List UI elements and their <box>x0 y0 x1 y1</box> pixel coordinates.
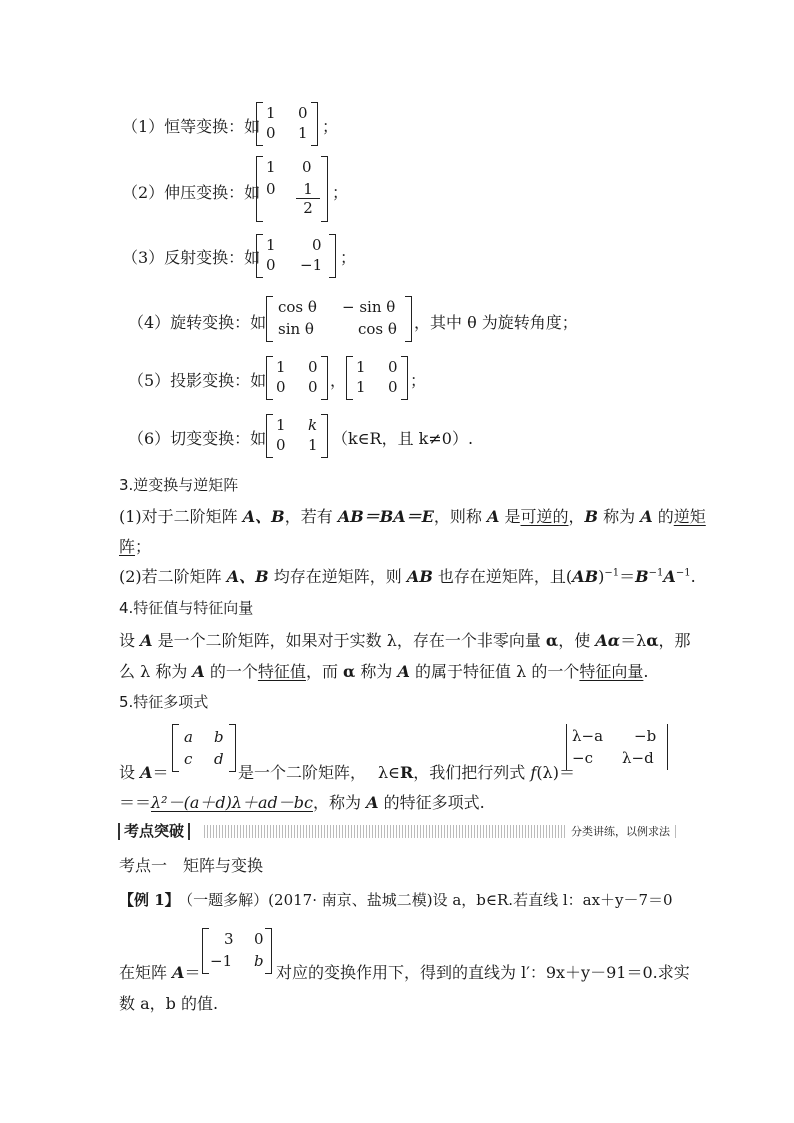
m6-a: 1 <box>276 416 286 434</box>
m4-b: − sin θ <box>342 298 396 316</box>
item-4-after: ，其中 θ 为旋转角度； <box>414 313 578 332</box>
det-a: λ−a <box>572 727 604 745</box>
s4-line2: 么 λ 称为 A 的一个特征值，而 α 称为 A 的属于特征值 λ 的一个特征向量. <box>119 662 649 681</box>
m2-denominator: 2 <box>303 199 313 217</box>
m3-a: 1 <box>266 236 276 254</box>
s4-line1: 设 A 是一个二阶矩阵，如果对于实数 λ，存在一个非零向量 α，使 Aα＝λα，那 <box>119 631 691 650</box>
det-c: −c <box>572 749 593 767</box>
m5a-d: 0 <box>308 378 318 396</box>
m3-d: −1 <box>300 256 323 274</box>
item-6-label: （6）切变变换：如 <box>128 429 267 448</box>
determinant <box>566 724 668 770</box>
example-line3: 数 a，b 的值. <box>119 994 219 1013</box>
matrix-rotation <box>266 296 412 342</box>
s5-line1-mid: 是一个二阶矩阵， λ∈R，我们把行列式 f(λ)＝ <box>238 763 575 782</box>
m2-fraction <box>296 180 320 217</box>
det-b: −b <box>634 727 657 745</box>
mex-a: 3 <box>224 930 234 948</box>
matrix-identity <box>256 102 318 146</box>
m3-b: 0 <box>312 236 322 254</box>
m1-d: 1 <box>298 124 308 142</box>
m5b-b: 0 <box>388 358 398 376</box>
example-line2-pre: 在矩阵 A＝ <box>119 963 201 982</box>
item-3-label: （3）反射变换：如 <box>122 248 261 267</box>
example-line1: 【例 1】 （一题多解）(2017· 南京、盐城二模)设 a，b∈R.若直线 l：ax＋y－7＝0 <box>119 891 673 909</box>
item-2-label: （2）伸压变换：如 <box>122 183 261 202</box>
matrix-projection-a <box>266 356 328 400</box>
m5b-c: 1 <box>356 378 366 396</box>
ma-a: a <box>184 728 193 746</box>
s3-para1: (1)对于二阶矩阵 A、B，若有 AB＝BA＝E，则称 A 是可逆的，B 称为 A 的逆矩 <box>119 507 706 526</box>
example-line2-post: 对应的变换作用下，得到的直线为 l′：9x＋y－91＝0.求实 <box>276 963 690 982</box>
item-2-after: ； <box>332 183 349 202</box>
kaodian-title: 考点一 矩阵与变换 <box>119 856 264 875</box>
m6-b: k <box>308 416 318 434</box>
matrix-stretch <box>256 156 328 222</box>
s4-title: 4.特征值与特征向量 <box>119 599 254 617</box>
s3-para2: (2)若二阶矩阵 A、B 均存在逆矩阵，则 AB 也存在逆矩阵，且$(AB)^{-1}=B^{-1}A^{-1}$. <box>119 567 696 586</box>
mex-b: 0 <box>254 930 264 948</box>
s5-title: 5.特征多项式 <box>119 693 209 711</box>
m1-b: 0 <box>298 104 308 122</box>
mex-c: −1 <box>210 952 233 970</box>
section-tag: 考点突破 <box>118 823 190 840</box>
s5-line2: ＝＝λ²－(a＋d)λ＋ad－bc，称为 A 的特征多项式. <box>119 793 485 812</box>
item-6-after: （k∈R，且 k≠0）. <box>332 429 474 448</box>
m2-numerator: 1 <box>296 180 320 199</box>
item-3-after: ； <box>340 248 357 267</box>
matrix-example <box>202 928 272 974</box>
item-5-label: （5）投影变换：如 <box>128 371 267 390</box>
matrix-projection-b <box>346 356 408 400</box>
s3-title: 3.逆变换与逆矩阵 <box>119 476 239 494</box>
m4-a: cos θ <box>278 298 317 316</box>
s3-para1-cont: 阵； <box>119 537 152 556</box>
m6-c: 0 <box>276 436 286 454</box>
m5b-d: 0 <box>388 378 398 396</box>
m5a-a: 1 <box>276 358 286 376</box>
m3-c: 0 <box>266 256 276 274</box>
section-note: 分类讲练，以例求法 <box>567 824 674 839</box>
m5a-b: 0 <box>308 358 318 376</box>
det-d: λ−d <box>622 749 654 767</box>
m4-d: cos θ <box>358 320 397 338</box>
m6-d: 1 <box>308 436 318 454</box>
matrix-general <box>172 724 236 772</box>
ma-b: b <box>214 728 224 746</box>
matrix-reflection <box>256 234 336 278</box>
example-tag: 【例 1】 <box>119 891 180 909</box>
m2-b: 0 <box>302 158 312 176</box>
item-1-after: ； <box>322 117 339 136</box>
m1-a: 1 <box>266 104 276 122</box>
item-4-label: （4）旋转变换：如 <box>128 313 267 332</box>
matrix-shear <box>266 414 328 458</box>
item-1-label: （1）恒等变换：如 <box>122 117 261 136</box>
s5-line1-pre: 设 A＝ <box>119 763 169 782</box>
m2-a: 1 <box>266 158 276 176</box>
mex-d: b <box>254 952 264 970</box>
m1-c: 0 <box>266 124 276 142</box>
section-header-bar <box>118 823 678 840</box>
m2-c: 0 <box>266 180 276 198</box>
item-5-after: ； <box>410 371 427 390</box>
m5a-c: 0 <box>276 378 286 396</box>
m4-c: sin θ <box>278 320 314 338</box>
ma-d: d <box>214 750 224 768</box>
m5b-a: 1 <box>356 358 366 376</box>
item-5-sep: ， <box>330 371 347 390</box>
ma-c: c <box>184 750 193 768</box>
